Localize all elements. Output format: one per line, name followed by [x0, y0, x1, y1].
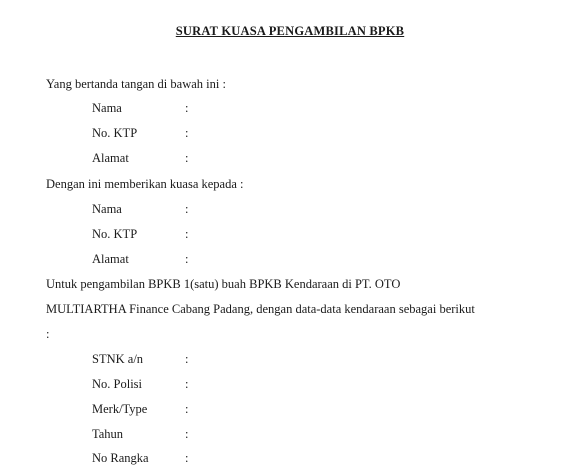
giver-name-colon: : — [185, 101, 189, 115]
receiver-address-label: Alamat — [92, 252, 129, 266]
receiver-ktp-colon: : — [185, 227, 189, 241]
document-title: SURAT KUASA PENGAMBILAN BPKB — [175, 24, 405, 38]
receiver-name-colon: : — [185, 202, 189, 216]
vehicle-stnk-colon: : — [185, 352, 189, 366]
giver-name-label: Nama — [92, 101, 122, 115]
purpose-line-1: Untuk pengambilan BPKB 1(satu) buah BPKB Kendaraan di PT. OTO — [46, 277, 401, 291]
vehicle-plate-colon: : — [185, 377, 189, 391]
purpose-line-2: MULTIARTHA Finance Cabang Padang, dengan data-data kendaraan sebagai berikut — [46, 302, 475, 316]
purpose-colon: : — [46, 327, 50, 341]
vehicle-chassis-label: No Rangka — [92, 451, 149, 465]
giver-ktp-colon: : — [185, 126, 189, 140]
vehicle-year-label: Tahun — [92, 427, 124, 441]
giver-ktp-label: No. KTP — [92, 126, 138, 140]
giver-address-colon: : — [185, 151, 189, 165]
vehicle-plate-label: No. Polisi — [92, 377, 143, 391]
vehicle-stnk-label: STNK a/n — [92, 352, 144, 366]
receiver-name-label: Nama — [92, 202, 122, 216]
vehicle-brand-label: Merk/Type — [92, 402, 148, 416]
receiver-address-colon: : — [185, 252, 189, 266]
receiver-ktp-label: No. KTP — [92, 227, 138, 241]
giver-address-label: Alamat — [92, 151, 129, 165]
vehicle-year-colon: : — [185, 427, 189, 441]
intro-text: Yang bertanda tangan di bawah ini : — [46, 77, 226, 91]
vehicle-chassis-colon: : — [185, 451, 189, 465]
grant-text: Dengan ini memberikan kuasa kepada : — [46, 177, 244, 191]
vehicle-brand-colon: : — [185, 402, 189, 416]
